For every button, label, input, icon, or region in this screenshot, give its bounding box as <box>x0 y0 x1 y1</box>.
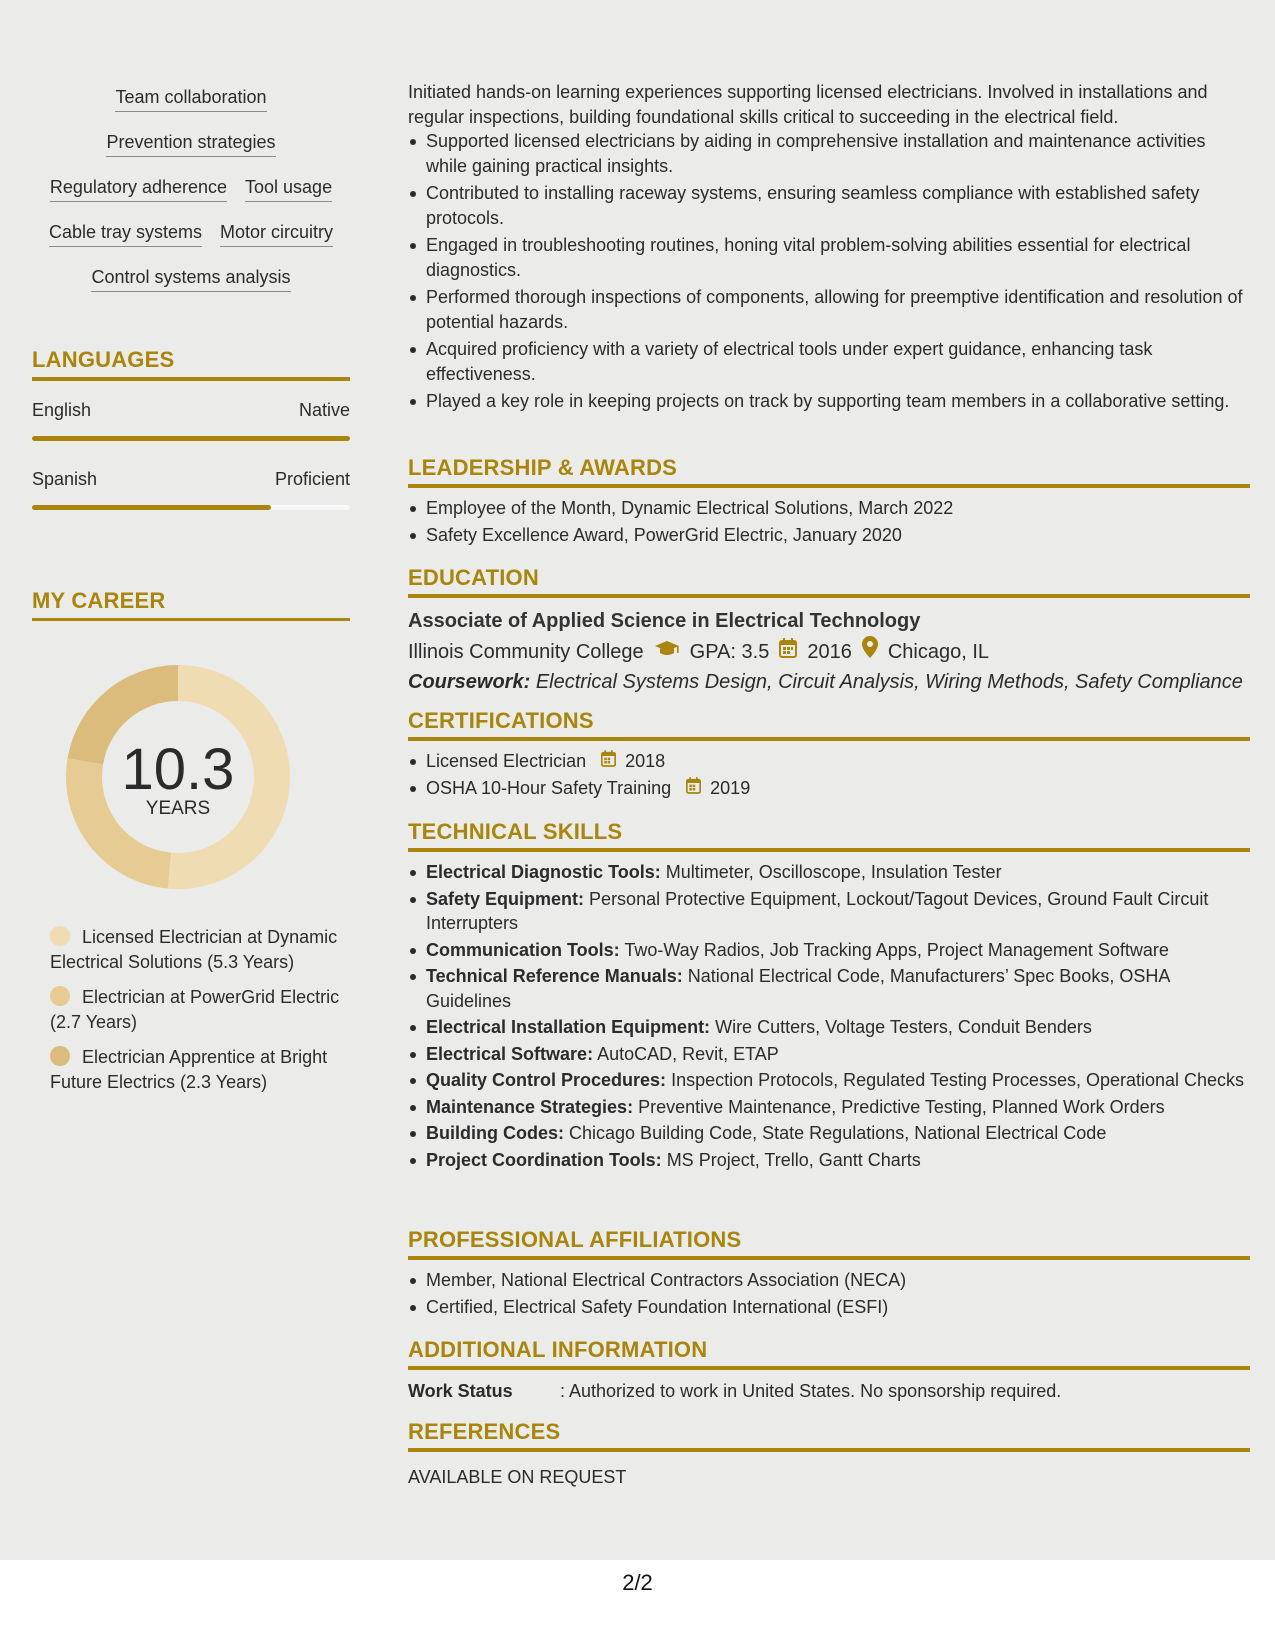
skill-tag: Team collaboration <box>115 86 266 112</box>
language-item <box>32 469 350 510</box>
education-degree: Associate of Applied Science in Electrical Technology <box>408 610 921 632</box>
legend-label: Electrician at PowerGrid Electric (2.7 Years) <box>50 987 340 1032</box>
section-title: TECHNICAL SKILLS <box>408 819 623 844</box>
career-legend-item <box>50 985 340 1034</box>
career-legend <box>50 925 340 1105</box>
education-location: Chicago, IL <box>887 640 989 663</box>
work-status-row <box>408 1378 1250 1404</box>
skill-label: Electrical Diagnostic Tools: <box>426 862 661 882</box>
experience-entry <box>408 80 1250 417</box>
legend-label: Licensed Electrician at Dynamic Electrical Solutions (5.3 Years) <box>50 927 338 972</box>
graduation-cap-icon <box>654 637 680 667</box>
list-item: Certified, Electrical Safety Foundation International (ESFI) <box>408 1295 1250 1320</box>
education-year: 2016 <box>807 640 852 663</box>
language-item <box>32 400 350 441</box>
coursework-label: Coursework: <box>408 671 531 693</box>
list-item <box>408 887 1250 936</box>
legend-dot <box>50 1046 70 1066</box>
skill-label: Maintenance Strategies: <box>426 1096 634 1117</box>
legend-dot <box>50 986 70 1006</box>
section-rule <box>408 484 1250 488</box>
career-section <box>32 586 350 621</box>
career-total-years: 10.3 <box>121 737 235 802</box>
calendar-icon <box>601 749 616 774</box>
section-rule <box>408 1448 1250 1452</box>
section-rule <box>408 848 1250 852</box>
section-title: PROFESSIONAL AFFILIATIONS <box>408 1227 742 1252</box>
experience-bullets <box>408 129 1250 414</box>
affiliations-section <box>408 1224 1250 1321</box>
skill-value: Wire Cutters, Voltage Testers, Conduit Benders <box>715 1017 1092 1037</box>
awards-section <box>408 452 1250 549</box>
skill-tag: Prevention strategies <box>106 131 275 157</box>
list-item <box>408 776 1250 801</box>
references-text: AVAILABLE ON REQUEST <box>408 1467 627 1487</box>
languages-title: LANGUAGES <box>32 347 175 372</box>
skill-value: Two-Way Radios, Job Tracking Apps, Project Management Software <box>624 939 1169 960</box>
language-bar <box>32 505 350 510</box>
experience-summary: Initiated hands-on learning experiences supporting licensed electricians. Involved in installations and regular inspections, building foundational skills critical to succeeding in the electrical field. <box>408 82 1208 127</box>
list-item: Contributed to installing raceway systems, ensuring seamless compliance with established safety protocols. <box>408 181 1250 230</box>
skill-tag-row <box>32 221 350 266</box>
education-gpa: GPA: 3.5 <box>689 640 770 663</box>
skill-value: MS Project, Trello, Gantt Charts <box>666 1149 921 1170</box>
skill-tag: Cable tray systems <box>49 221 202 247</box>
skill-tag: Motor circuitry <box>220 221 333 247</box>
list-item <box>408 1121 1250 1146</box>
skill-value: Inspection Protocols, Regulated Testing Processes, Operational Checks <box>671 1070 1245 1090</box>
skill-label: Technical Reference Manuals: <box>426 966 683 986</box>
certification-year: 2019 <box>710 777 751 798</box>
section-title: EDUCATION <box>408 565 539 590</box>
skill-tag-row <box>32 86 350 131</box>
list-item <box>408 938 1250 963</box>
language-bar-fill <box>32 505 271 510</box>
list-item: Acquired proficiency with a variety of electrical tools under expert guidance, enhancing task effectiveness. <box>408 337 1250 386</box>
section-title: REFERENCES <box>408 1419 561 1444</box>
affiliations-list <box>408 1268 1250 1319</box>
career-total-unit: YEARS <box>145 798 211 819</box>
list-item <box>408 1015 1250 1040</box>
work-status-value: : Authorized to work in United States. No sponsorship required. <box>560 1381 1062 1401</box>
list-item: Supported licensed electricians by aiding in comprehensive installation and maintenance activities while gaining practical insights. <box>408 129 1250 178</box>
list-item <box>408 1148 1250 1173</box>
skill-label: Building Codes: <box>426 1123 564 1143</box>
skill-value: Chicago Building Code, State Regulations, National Electrical Code <box>569 1123 1107 1143</box>
skill-tag: Control systems analysis <box>91 266 290 292</box>
skill-tag: Regulatory adherence <box>50 176 227 202</box>
skill-tag: Tool usage <box>245 176 332 202</box>
education-section <box>408 562 1250 697</box>
calendar-icon <box>686 776 701 801</box>
career-legend-item <box>50 925 340 974</box>
list-item: Safety Excellence Award, PowerGrid Electric, January 2020 <box>408 523 1250 548</box>
list-item <box>408 1042 1250 1067</box>
career-legend-item <box>50 1045 340 1094</box>
certifications-list <box>408 749 1250 800</box>
list-item <box>408 749 1250 774</box>
list-item <box>408 1068 1250 1093</box>
list-item: Employee of the Month, Dynamic Electrical Solutions, March 2022 <box>408 496 1250 521</box>
coursework-value: Electrical Systems Design, Circuit Analysis, Wiring Methods, Safety Compliance <box>535 671 1243 693</box>
section-rule <box>32 618 350 621</box>
list-item <box>408 1095 1250 1120</box>
list-item: Engaged in troubleshooting routines, honing vital problem-solving abilities essential for electrical diagnostics. <box>408 233 1250 282</box>
skill-tags <box>32 86 350 311</box>
additional-info-section <box>408 1334 1250 1404</box>
skill-label: Project Coordination Tools: <box>426 1149 662 1170</box>
technical-skills-section <box>408 816 1250 1174</box>
section-title: ADDITIONAL INFORMATION <box>408 1337 708 1362</box>
skill-tag-row <box>32 176 350 221</box>
page-number: 2/2 <box>622 1570 653 1595</box>
calendar-icon <box>779 637 797 667</box>
section-title: LEADERSHIP & AWARDS <box>408 455 678 480</box>
certification-name: Licensed Electrician <box>426 751 587 771</box>
skill-label: Electrical Installation Equipment: <box>426 1017 711 1037</box>
list-item: Performed thorough inspections of components, allowing for preemptive identification and resolution of potential hazards. <box>408 285 1250 334</box>
skill-value: Multimeter, Oscilloscope, Insulation Tester <box>665 862 1002 882</box>
career-title: MY CAREER <box>32 588 166 613</box>
skill-label: Electrical Software: <box>426 1043 594 1064</box>
language-level: Native <box>298 400 350 420</box>
language-name: Spanish <box>32 469 98 489</box>
skill-value: AutoCAD, Revit, ETAP <box>597 1043 779 1064</box>
list-item: Played a key role in keeping projects on track by supporting team members in a collaborative setting. <box>408 389 1250 414</box>
legend-dot <box>50 926 70 946</box>
section-rule <box>32 377 350 381</box>
skill-label: Communication Tools: <box>426 939 620 960</box>
awards-list <box>408 496 1250 547</box>
skill-label: Quality Control Procedures: <box>426 1070 667 1090</box>
skill-value: Personal Protective Equipment, Lockout/Tagout Devices, Ground Fault Circuit Interrupters <box>426 888 1209 933</box>
map-pin-icon <box>862 636 878 667</box>
certification-name: OSHA 10-Hour Safety Training <box>426 777 672 798</box>
language-level: Proficient <box>274 469 350 489</box>
certification-year: 2018 <box>625 751 666 771</box>
list-item <box>408 860 1250 885</box>
language-name: English <box>32 400 92 420</box>
education-coursework <box>408 667 1250 697</box>
list-item <box>408 964 1250 1013</box>
skill-tag-row <box>32 266 350 311</box>
language-bar <box>32 436 350 441</box>
work-status-label: Work Status <box>408 1381 513 1401</box>
list-item: Member, National Electrical Contractors Association (NECA) <box>408 1268 1250 1293</box>
section-rule <box>408 594 1250 598</box>
skill-value: National Electrical Code, Manufacturers’ Spec Books, OSHA Guidelines <box>426 966 1170 1011</box>
languages-section <box>32 345 350 381</box>
education-school: Illinois Community College <box>408 640 644 663</box>
legend-label: Electrician Apprentice at Bright Future Electrics (2.3 Years) <box>50 1047 328 1092</box>
references-section <box>408 1416 1250 1490</box>
technical-skills-list <box>408 860 1250 1172</box>
section-title: CERTIFICATIONS <box>408 708 594 733</box>
skill-tag-row <box>32 131 350 176</box>
skill-label: Safety Equipment: <box>426 888 585 909</box>
education-meta <box>408 636 1250 667</box>
section-rule <box>408 1366 1250 1370</box>
section-rule <box>408 1256 1250 1260</box>
language-bar-fill <box>32 436 350 441</box>
skill-value: Preventive Maintenance, Predictive Testing, Planned Work Orders <box>638 1096 1165 1117</box>
certifications-section <box>408 705 1250 802</box>
section-rule <box>408 737 1250 741</box>
